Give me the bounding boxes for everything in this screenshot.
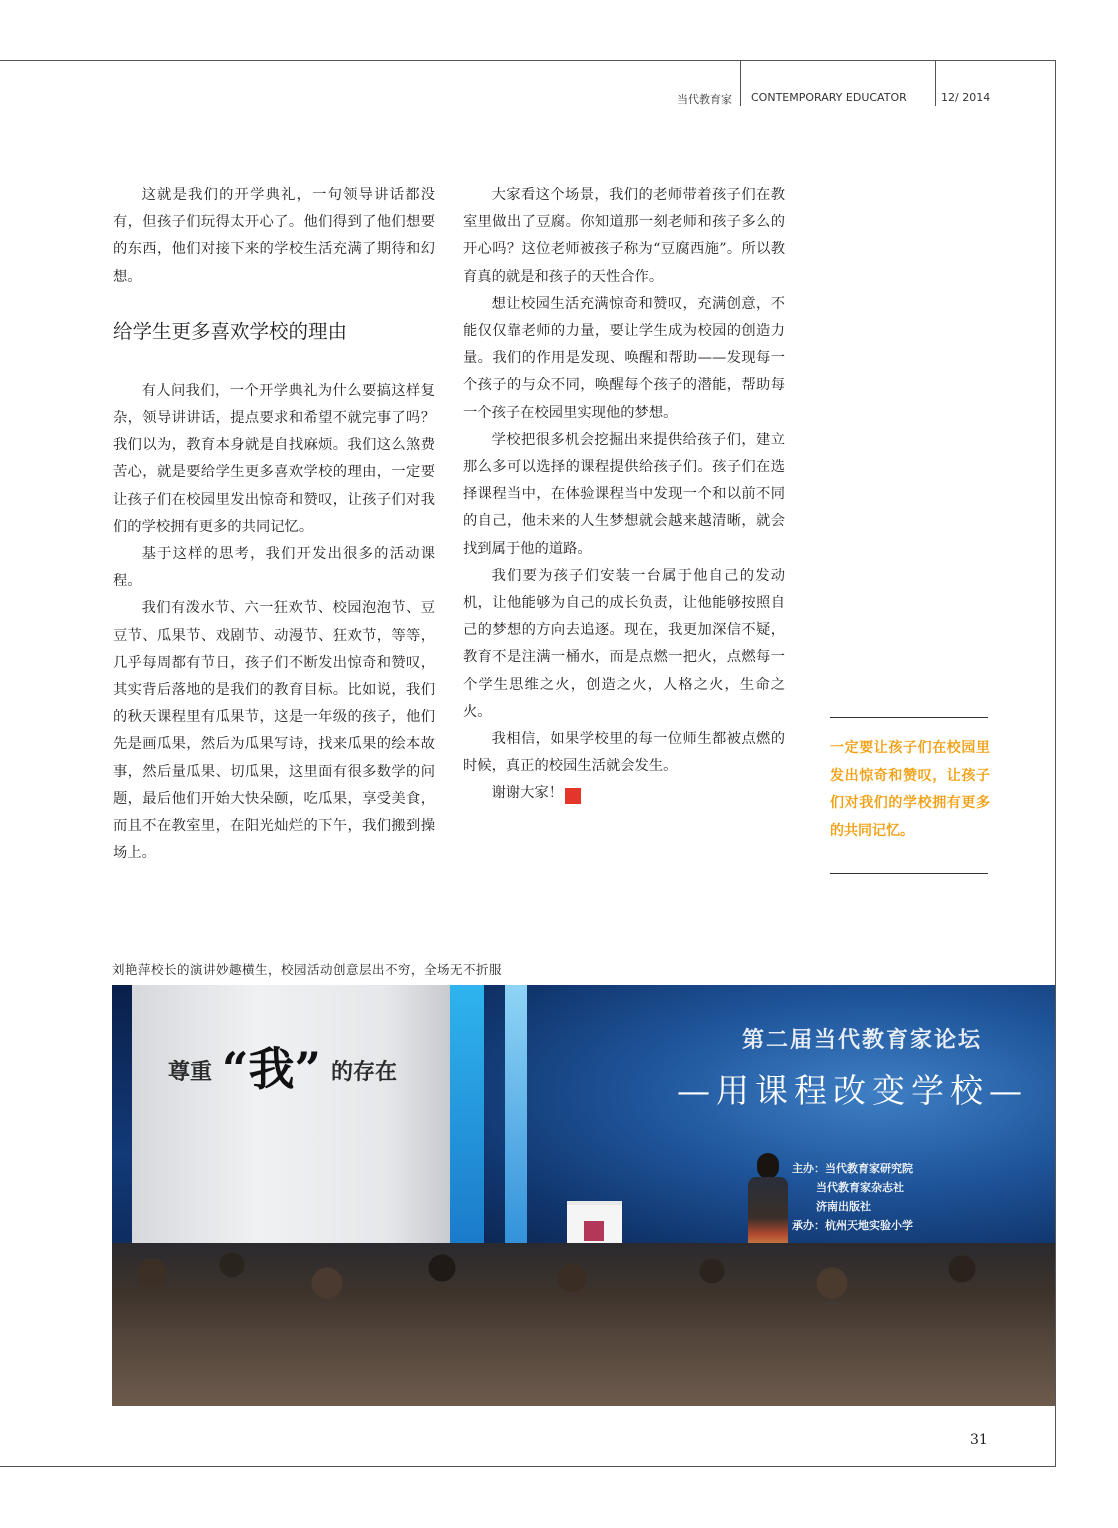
audience	[112, 1243, 1055, 1406]
right-column	[463, 182, 785, 808]
header-separator	[740, 60, 741, 106]
magazine-name-cn: 当代教育家	[677, 93, 732, 106]
header-separator	[935, 60, 936, 106]
slogan-big: “我”	[222, 1042, 321, 1096]
paragraph: 学校把很多机会挖掘出来提供给孩子们，建立那么多可以选择的课程提供给孩子们。孩子们在选择课程当中，在体验课程当中发现一个和以前不同的自己，他未来的人生梦想就会越来越清晰，就会找到属于他的道路。	[463, 431, 785, 557]
slogan-post: 的存在	[330, 1059, 397, 1085]
organizer-line: 主办：当代教育家研究院	[792, 1162, 913, 1175]
left-column	[113, 182, 435, 867]
speaker-head	[757, 1153, 779, 1179]
paragraph: 有人问我们，一个开学典礼为什么要搞这样复杂，领导讲讲话，提点要求和希望不就完事了吗？我们以为，教育本身就是自找麻烦。我们这么煞费苦心，就是要给学生更多喜欢学校的理由，一定要让孩子们在校园里发出惊奇和赞叹，让孩子们对我们的学校拥有更多的共同记忆。	[113, 382, 435, 535]
photo-caption: 刘艳萍校长的演讲妙趣横生，校园活动创意层出不穷，全场无不折服	[112, 962, 503, 977]
forum-subtitle: —用课程改变学校—	[677, 1071, 1028, 1110]
pull-quote-rule	[830, 717, 988, 718]
section-heading: 给学生更多喜欢学校的理由	[113, 319, 348, 343]
organizer-line: 济南出版社	[816, 1200, 871, 1213]
paragraph: 我们要为孩子们安装一台属于他自己的发动机，让他能够为自己的成长负责，让他能够按照自己的梦想的方向去追逐。现在，我更加深信不疑，教育不是注满一桶水，而是点燃一把火，点燃每一个学生思维之火，创造之火，人格之火，生命之火。	[463, 567, 785, 720]
slogan-pre: 尊重	[168, 1059, 213, 1085]
event-photo	[112, 985, 1055, 1406]
bottom-rule	[0, 1466, 1056, 1467]
closing-line	[463, 780, 785, 807]
slogan-panel	[132, 985, 450, 1255]
light-beam	[505, 985, 527, 1255]
pull-quote-rule	[830, 873, 988, 874]
organizer-line: 当代教育家杂志社	[816, 1181, 904, 1194]
forum-title: 第二届当代教育家论坛	[742, 1027, 983, 1053]
paragraph: 我们有泼水节、六一狂欢节、校园泡泡节、豆豆节、瓜果节、戏剧节、动漫节、狂欢节，等等，几乎每周都有节日，孩子们不断发出惊奇和赞叹，其实背后落地的是我们的教育目标。比如说，我们的秋天课程里有瓜果节，这是一年级的孩子，他们先是画瓜果，然后为瓜果写诗，找来瓜果的绘本故事，然后量瓜果、切瓜果，这里面有很多数学的问题，最后他们开始大快朵颐，吃瓜果，享受美食，而且不在教室里，在阳光灿烂的下午，我们搬到操场上。	[113, 600, 435, 862]
lectern-logo	[584, 1221, 604, 1241]
thanks-text: 谢谢大家！	[491, 785, 564, 802]
top-rule	[0, 60, 1056, 61]
paragraph: 想让校园生活充满惊奇和赞叹，充满创意，不能仅仅靠老师的力量，要让学生成为校园的创造力量。我们的作用是发现、唤醒和帮助——发现每一个孩子的与众不同，唤醒每个孩子的潜能，帮助每一个孩子在校园里实现他的梦想。	[463, 295, 785, 421]
paragraph: 基于这样的思考，我们开发出很多的活动课程。	[113, 546, 435, 590]
paragraph: 我相信，如果学校里的每一位师生都被点燃的时候，真正的校园生活就会发生。	[463, 731, 785, 775]
end-mark-icon: 家	[565, 788, 581, 804]
slogan-text	[168, 1033, 397, 1099]
paragraph: 大家看这个场景，我们的老师带着孩子们在教室里做出了豆腐。你知道那一刻老师和孩子多么的开心吗？这位老师被孩子称为“豆腐西施”。所以教育真的就是和孩子的天性合作。	[463, 187, 785, 285]
right-rule	[1055, 60, 1056, 1466]
pull-quote: 一定要让孩子们在校园里发出惊奇和赞叹，让孩子们对我们的学校拥有更多的共同记忆。	[830, 740, 990, 839]
paragraph: 这就是我们的开学典礼，一句领导讲话都没有，但孩子们玩得太开心了。他们得到了他们想要的东西，他们对接下来的学校生活充满了期待和幻想。	[113, 187, 435, 285]
light-beam	[450, 985, 484, 1255]
organizer-line: 承办：杭州天地实验小学	[792, 1219, 913, 1232]
page-number: 31	[970, 1432, 988, 1448]
magazine-name-en: CONTEMPORARY EDUCATOR	[751, 91, 907, 104]
issue-number: 12/ 2014	[941, 91, 991, 104]
organizers	[792, 1159, 913, 1235]
